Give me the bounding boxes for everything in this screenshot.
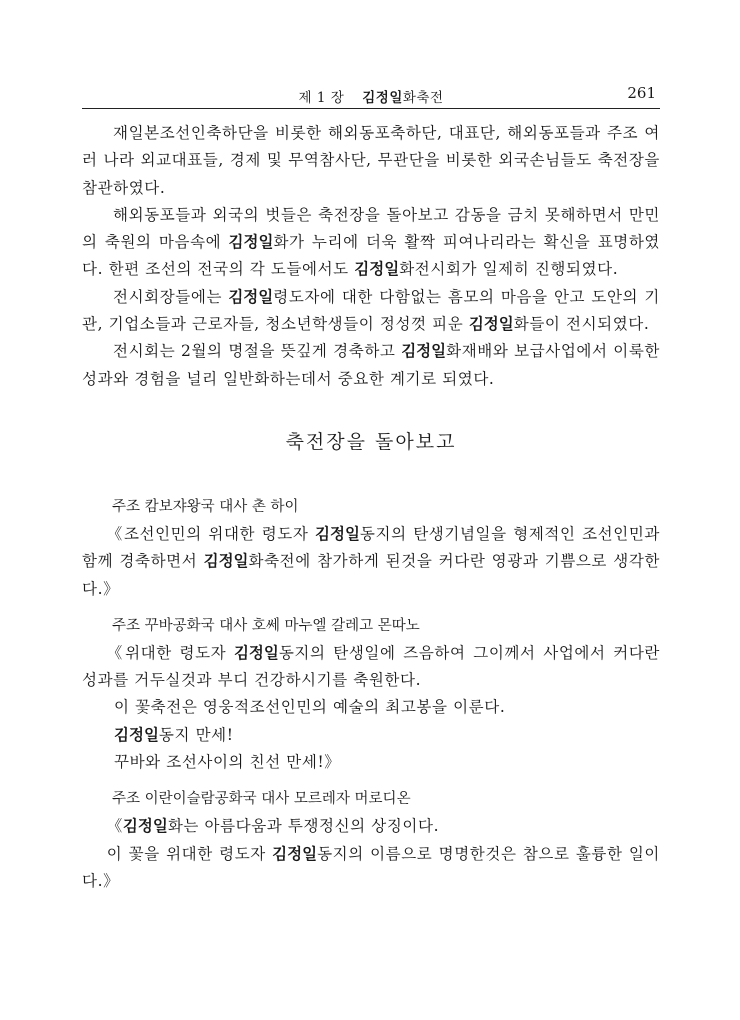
text: 이 꽃축전은 영웅적조선인민의 예술의 최고봉을 이룬다. [114, 698, 506, 717]
bold-name: 김정일 [228, 287, 274, 306]
quote-text [82, 521, 660, 603]
header-title-rest: 화축전 [402, 90, 444, 106]
text: 동지의 이름으로 명명한것은 참으로 훌륭한 일이다.》 [82, 844, 660, 890]
bold-name: 김정일 [203, 552, 249, 571]
text: 전시회는 2월의 명절을 뜻깊게 경축하고 [113, 342, 402, 361]
section-title: 축전장을 돌아보고 [285, 430, 457, 453]
text: 화재배와 보급사업에서 이룩한 성과와 경험을 널리 일반화하는데서 중요한 계기로 되였다. [82, 342, 660, 388]
quote-text [82, 640, 660, 695]
text: 동지의 탄생기념일을 형제적인 조선인민과 함께 경축하면서 [82, 524, 660, 571]
text: 화들이 전시되였다. [513, 315, 650, 334]
bold-name: 김정일 [354, 260, 400, 279]
quote-text [82, 749, 660, 776]
text: 동지 만세! [158, 725, 234, 744]
text: 화가 누리에 더욱 활짝 피여나리라는 확신을 표명하였다. 한편 조선의 전국의 각 도들에서도 [82, 233, 660, 279]
text: 《조선인민의 위대한 령도자 [106, 524, 315, 543]
text: 재일본조선인축하단을 비롯한 해외동포축하단, 대표단, 해외동포들과 주조 여러 나라 외교대표들, 경제 및 무역참사단, 무관단을 비롯한 외국손님들도 축전장을 참관하였다. [82, 124, 660, 197]
chapter-label: 제 1 장 [298, 90, 345, 106]
text: 《 [106, 817, 123, 836]
quote-text [82, 813, 660, 840]
text: 꾸바와 조선사이의 친선 만세!》 [114, 753, 341, 772]
text: 전시회장들에는 [113, 287, 229, 306]
text: 화축전에 참가하게 된것을 커다란 영광과 기쁨으로 생각한다.》 [82, 552, 660, 598]
page-number: 261 [627, 84, 656, 102]
text: 이 꽃을 위대한 령도자 [106, 844, 273, 863]
body-paragraph [82, 120, 660, 202]
text: 《위대한 령도자 [106, 643, 234, 662]
body-paragraph [82, 338, 660, 393]
bold-name: 김정일 [114, 725, 159, 744]
quote-text [82, 722, 660, 749]
quote-speaker: 주조 꾸바공화국 대사 호쎄 마누엘 갈레고 몬따노 [112, 617, 420, 634]
bold-name: 김정일 [272, 844, 318, 863]
quote-speaker: 주조 캄보쟈왕국 대사 촌 하이 [112, 498, 299, 515]
page-body [82, 120, 660, 895]
text: 동지의 탄생일에 즈음하여 그이께서 사업에서 커다란 성과를 거두실것과 부디 건강하시기를 축원한다. [82, 643, 661, 690]
bold-name: 김정일 [233, 643, 279, 662]
bold-name: 김정일 [122, 817, 168, 836]
header-title [82, 86, 660, 106]
bold-name: 김정일 [468, 315, 514, 334]
quote-speaker: 주조 이란이슬람공화국 대사 모르레자 머로디온 [112, 791, 411, 808]
text: 화전시회가 일제히 진행되였다. [399, 260, 619, 279]
running-header [82, 86, 660, 109]
body-paragraph [82, 284, 660, 339]
bold-name: 김정일 [401, 342, 447, 361]
text: 해외동포들과 외국의 벗들은 축전장을 돌아보고 감동을 금치 못해하면서 만민의 축원의 마음속에 [82, 205, 660, 252]
quote-text [82, 694, 660, 721]
text: 화는 아름다움과 투쟁정신의 상징이다. [167, 817, 440, 836]
bold-name: 김정일 [228, 233, 274, 252]
text: 령도자에 대한 다함없는 흠모의 마음을 안고 도안의 기관, 기업소들과 근로자들, 청소년학생들이 정성껏 피운 [82, 287, 661, 334]
quote-text [82, 841, 660, 896]
bold-name: 김정일 [315, 524, 360, 543]
header-title-bold: 김정일 [362, 90, 403, 106]
body-paragraph [82, 202, 660, 284]
